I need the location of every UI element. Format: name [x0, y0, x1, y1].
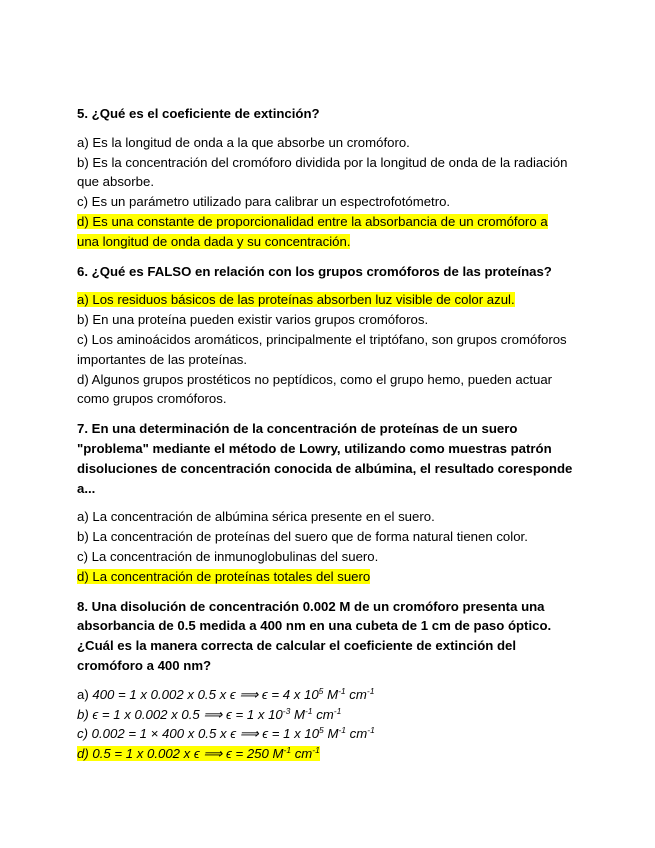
- question-7: 7. En una determinación de la concentración de proteínas de un suero "problema" mediante el método de Lowry, utilizando como muestras patrón disoluciones de concentración conocida de albúmina, el resultado coresponde a...: [77, 421, 573, 496]
- option-8b-unit1-exp: -1: [304, 705, 313, 716]
- option-8d-unit2-exp: -1: [312, 745, 320, 756]
- option-8a-unit2-exp: -1: [366, 685, 375, 696]
- highlight-5d-line1: d) Es una constante de proporcionalidad entre la absorbancia de un cromóforo a: [77, 213, 548, 229]
- option-5a: a) Es la longitud de onda a la que absorbe un cromóforo.: [77, 134, 410, 150]
- option-7d-correct: [77, 567, 577, 587]
- highlight-8d: [77, 746, 320, 761]
- option-8c-unit2-exp: -1: [367, 725, 375, 736]
- option-8b: [77, 705, 577, 725]
- question-5-options: [77, 133, 577, 252]
- document-page: [77, 104, 577, 774]
- option-8a-unit1: M: [323, 686, 339, 702]
- option-8c-unit1: M: [323, 726, 339, 742]
- option-8a-unit1-exp: -1: [338, 685, 346, 696]
- option-5d-correct: [77, 212, 577, 252]
- option-8a-exp: 5: [318, 685, 324, 696]
- option-8d-unit2: cm: [291, 746, 313, 762]
- option-8c-expr: c) 0.002 = 1 × 400 x 0.5 x ϵ ⟹ ϵ = 1 x 10: [77, 726, 320, 742]
- question-8-options: [77, 685, 577, 764]
- option-7c: c) La concentración de inmunoglobulinas del suero.: [77, 548, 379, 564]
- option-6d: d) Algunos grupos prostéticos no peptídicos, como el grupo hemo, pueden actuar como grupos cromóforos.: [77, 371, 553, 407]
- option-8b-expr: b) ϵ = 1 x 0.002 x 0.5 ⟹ ϵ = 1 x 10: [77, 706, 283, 722]
- option-8c-unit1-exp: -1: [338, 725, 346, 736]
- option-5c: c) Es un parámetro utilizado para calibrar un espectrofotómetro.: [77, 194, 451, 210]
- option-8d-unit1-exp: -1: [283, 745, 292, 756]
- question-7-options: [77, 507, 577, 586]
- option-8c-unit2: cm: [346, 726, 368, 742]
- option-8a: [77, 685, 577, 705]
- question-6-options: [77, 290, 577, 409]
- option-6b: b) En una proteína pueden existir varios grupos cromóforos.: [77, 312, 429, 328]
- option-8b-unit1: M: [290, 706, 305, 722]
- option-7b: b) La concentración de proteínas del suero que de forma natural tienen color.: [77, 529, 528, 545]
- option-8a-expr: 400 = 1 x 0.002 x 0.5 x ϵ ⟹ ϵ = 4 x 10: [92, 686, 319, 702]
- option-7a: a) La concentración de albúmina sérica presente en el suero.: [77, 509, 435, 525]
- option-8b-exp: -3: [282, 705, 291, 716]
- option-6c: c) Los aminoácidos aromáticos, principalmente el triptófano, son grupos cromóforos importantes de las proteínas.: [77, 331, 567, 367]
- option-8c: [77, 724, 577, 744]
- option-8a-prefix: a): [77, 686, 93, 702]
- option-8d-expr: d) 0.5 = 1 x 0.002 x ϵ ⟹ ϵ = 250 M: [77, 746, 284, 762]
- option-5b: b) Es la concentración del cromóforo dividida por la longitud de onda de la radiación que absorbe.: [77, 154, 568, 190]
- option-8b-unit2: cm: [312, 706, 334, 722]
- highlight-6a: a) Los residuos básicos de las proteínas absorben luz visible de color azul.: [77, 292, 515, 308]
- option-8b-unit2-exp: -1: [333, 705, 342, 716]
- question-8: 8. Una disolución de concentración 0.002 M de un cromóforo presenta una absorbancia de 0.5 medida a 400 nm en una cubeta de 1 cm de paso óptico. ¿Cuál es la manera correcta de calcular el coeficiente de extinción del cromóforo a 400 nm?: [77, 598, 552, 673]
- option-8d-correct: [77, 744, 577, 764]
- question-6: 6. ¿Qué es FALSO en relación con los grupos cromóforos de las proteínas?: [77, 263, 552, 279]
- option-8a-unit2: cm: [345, 686, 367, 702]
- option-6a-correct: [77, 290, 577, 310]
- highlight-7d: d) La concentración de proteínas totales del suero: [77, 568, 371, 584]
- highlight-5d-line2: una longitud de onda dada y su concentración.: [77, 233, 351, 249]
- question-5: 5. ¿Qué es el coeficiente de extinción?: [77, 106, 320, 121]
- option-8c-exp: 5: [319, 725, 324, 736]
